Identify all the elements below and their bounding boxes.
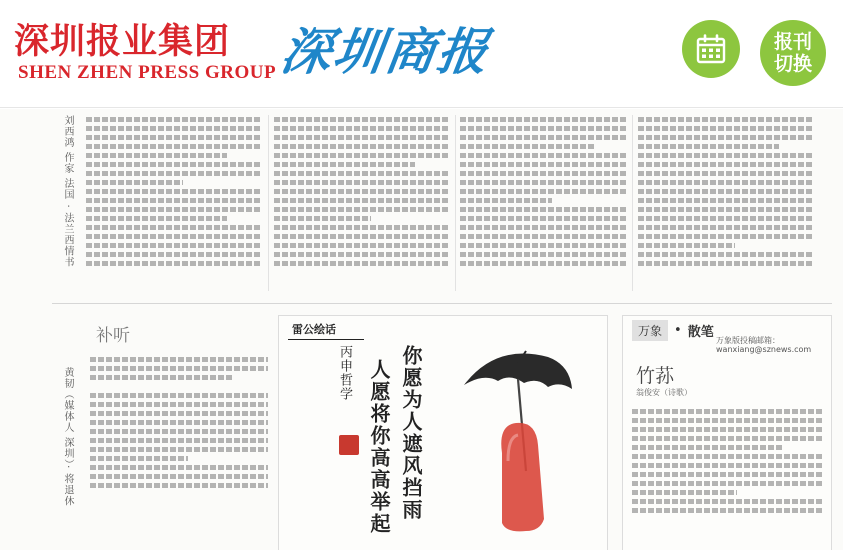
press-group-logo-zh: 深圳报业集团 xyxy=(14,21,231,62)
article-column-4 xyxy=(638,113,814,293)
switch-label-line2: 切换 xyxy=(773,53,812,75)
calendar-button[interactable] xyxy=(682,20,740,78)
column-divider xyxy=(268,115,269,291)
column-divider xyxy=(632,115,633,291)
section-box-label: 万象 xyxy=(632,320,668,341)
right-section-header xyxy=(632,320,714,341)
switch-label-line1: 报刊 xyxy=(773,31,812,53)
red-seal-stamp xyxy=(339,435,359,455)
article-column-1 xyxy=(86,113,262,293)
right-article-text xyxy=(632,405,822,550)
bubu-article-text xyxy=(90,353,268,550)
press-group-logo-en: SHEN ZHEN PRESS GROUP xyxy=(18,62,277,83)
column-divider xyxy=(455,115,456,291)
newspaper-page[interactable] xyxy=(0,109,843,550)
umbrella-illustration xyxy=(456,341,576,541)
right-article-author: 翁俊安（诗歌） xyxy=(636,388,692,397)
section-bullet: • xyxy=(674,323,682,338)
submission-email: wanxiang@sznews.com xyxy=(716,345,812,354)
calendar-icon xyxy=(695,33,727,65)
calligraphy-signature: 丙申哲学 xyxy=(337,345,352,401)
calligraphy-line-2: 人愿将你高高举起 xyxy=(367,359,391,535)
newspaper-switch-button[interactable] xyxy=(760,20,826,86)
submission-email-label: 万象版投稿邮箱： xyxy=(716,336,780,345)
right-article-title: 竹荪 xyxy=(636,365,675,387)
section-bold-label: 散笔 xyxy=(687,325,714,340)
cartoon-section-label: 雷公绘话 xyxy=(292,323,336,336)
bottom-author-side-label: 黄韧（媒体人 深圳）· 将退休 xyxy=(62,367,73,507)
app-header xyxy=(0,0,843,108)
article-column-3 xyxy=(460,113,628,293)
bubu-section-title: 补听 xyxy=(96,326,130,346)
article-column-2 xyxy=(274,113,450,293)
newspaper-title-logo: 深圳商报 xyxy=(277,22,494,81)
author-side-label: 刘西鸿 作家 法国 · 法兰西情书 xyxy=(62,115,73,268)
section-divider xyxy=(52,303,832,304)
cartoon-label-underline xyxy=(288,339,364,340)
calligraphy-line-1: 你愿为人遮风挡雨 xyxy=(399,345,423,521)
